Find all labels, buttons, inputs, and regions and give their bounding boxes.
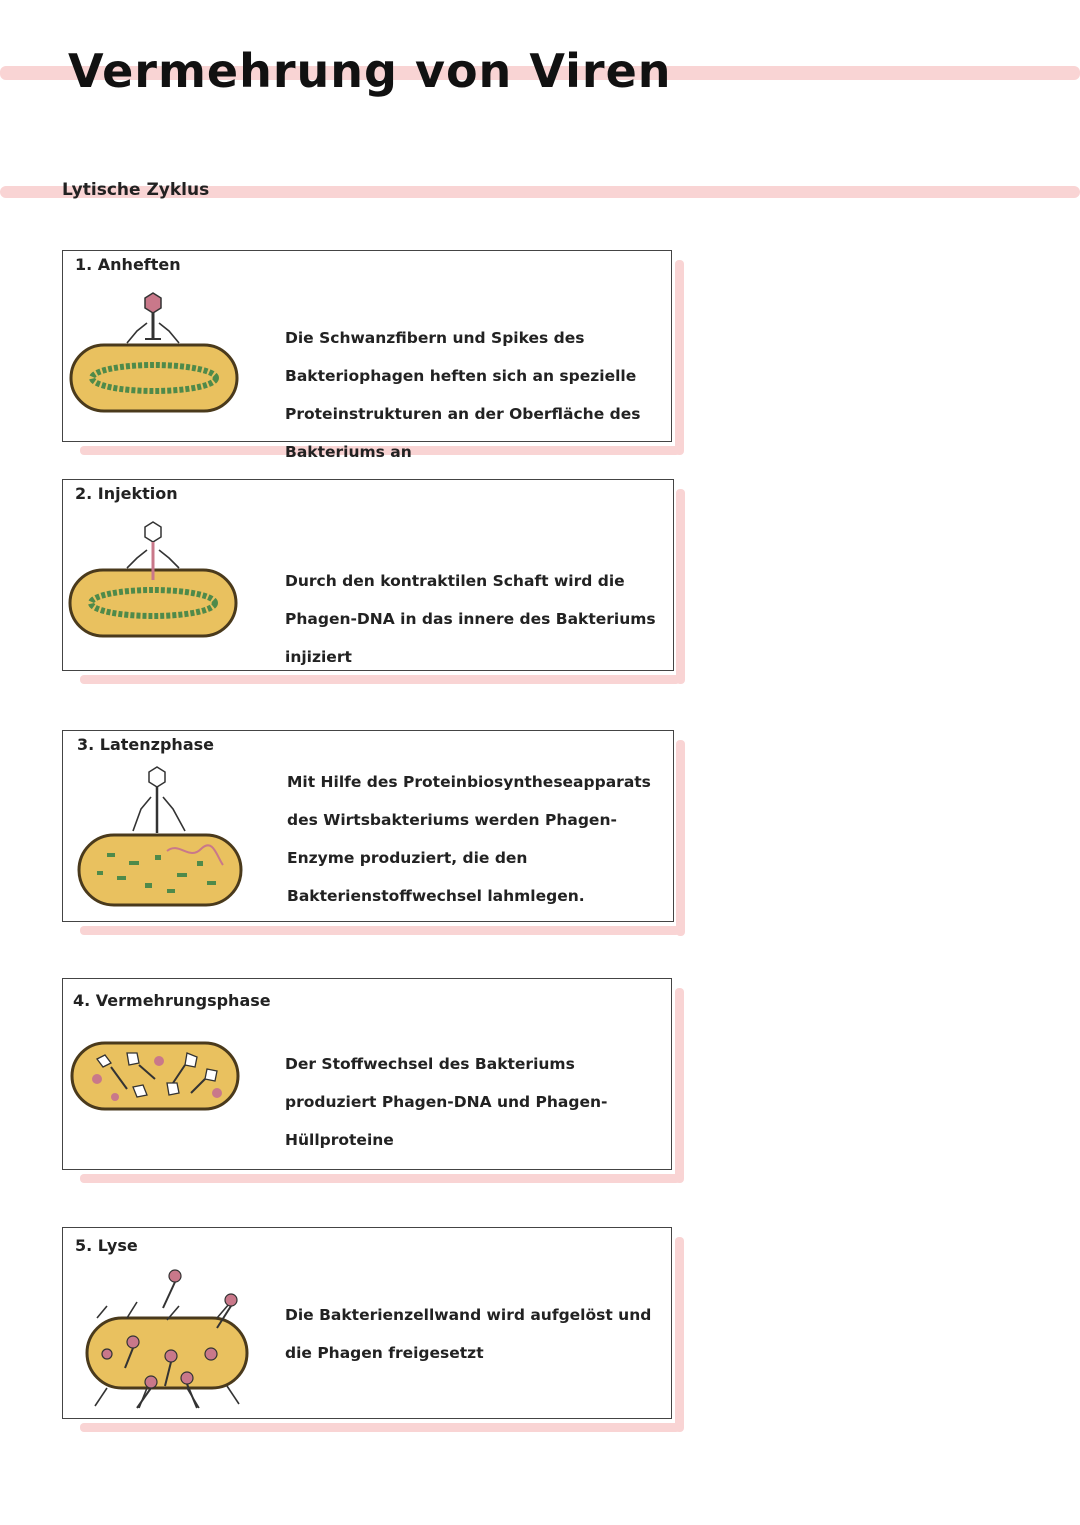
card-shadow — [676, 740, 685, 936]
section-heading: Lytische Zyklus — [62, 180, 210, 200]
step-title: 1. Anheften — [75, 255, 181, 274]
step-description: Durch den kontraktilen Schaft wird die Phagen-DNA in das innere des Bakteriums injiziert — [285, 572, 656, 666]
step-card-latenzphase — [62, 730, 674, 922]
card-shadow — [675, 1237, 684, 1432]
card-shadow — [80, 926, 680, 935]
phage-icon — [133, 767, 185, 833]
step-description: Der Stoffwechsel des Bakteriums produziert Phagen-DNA und Phagen-Hüllproteine — [285, 1055, 608, 1149]
step-card-anheften — [62, 250, 672, 461]
card-shadow — [80, 1423, 680, 1432]
step-title: 5. Lyse — [75, 1236, 138, 1255]
card-shadow — [80, 1174, 680, 1183]
card-shadow — [675, 260, 684, 455]
card-shadow — [675, 988, 684, 1183]
step-title: 3. Latenzphase — [77, 735, 214, 754]
step-card-lyse — [62, 1227, 672, 1419]
step-title: 2. Injektion — [75, 484, 178, 503]
step-description: Mit Hilfe des Proteinbiosyntheseapparats des Wirtsbakteriums werden Phagen-Enzyme produziert, die den Bakterienstoffwechsel lahmlegen. — [287, 773, 651, 905]
injektion-illustration — [67, 510, 247, 670]
step-description: Die Schwanzfibern und Spikes des Bakteriophagen heften sich an spezielle Proteinstrukturen an der Oberfläche des Bakteriums an — [285, 329, 641, 461]
vermehrungsphase-illustration — [67, 1009, 247, 1169]
anheften-illustration — [67, 281, 247, 441]
step-card-injektion — [62, 479, 674, 671]
card-shadow — [676, 489, 685, 684]
step-description: Die Bakterienzellwand wird aufgelöst und die Phagen freigesetzt — [285, 1306, 652, 1362]
card-shadow — [80, 675, 680, 684]
step-card-vermehrungsphase — [62, 978, 672, 1170]
page-title: Vermehrung von Viren — [68, 44, 672, 98]
latenzphase-illustration — [67, 761, 247, 921]
lyse-illustration — [67, 1258, 257, 1418]
phage-icon — [127, 293, 179, 343]
step-title: 4. Vermehrungsphase — [73, 991, 271, 1010]
